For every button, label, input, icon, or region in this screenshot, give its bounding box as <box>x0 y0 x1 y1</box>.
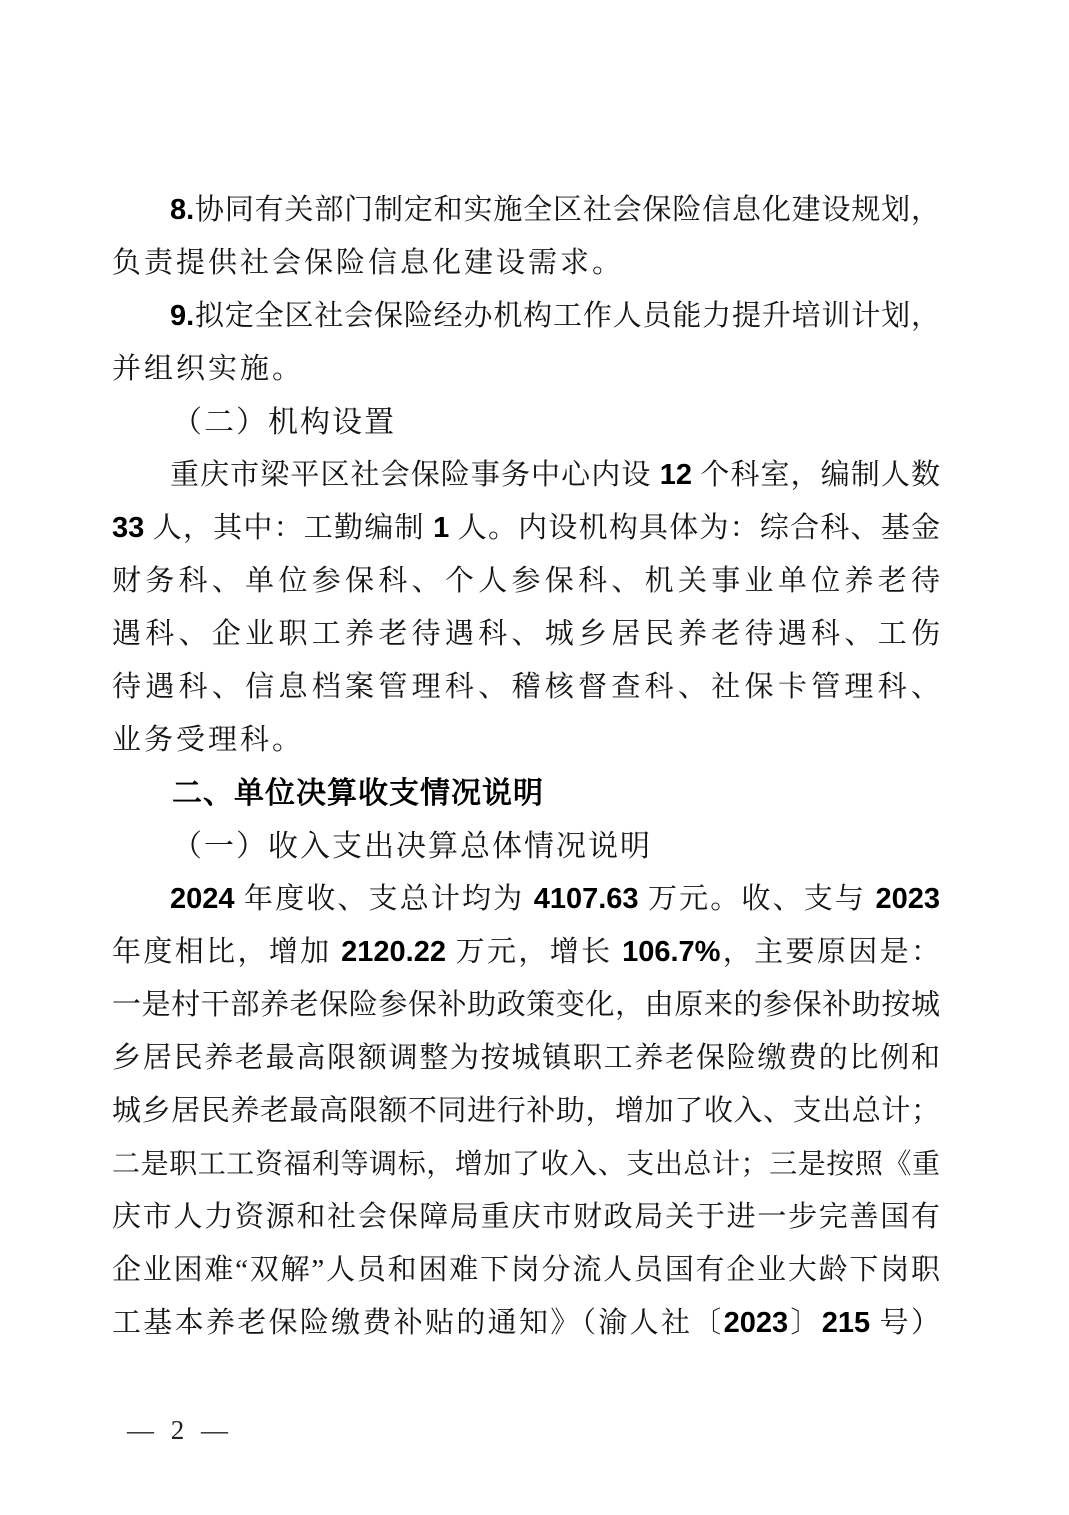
doc-line: 9.拟定全区社会保险经办机构工作人员能力提升培训计划， <box>170 300 940 332</box>
doc-line: 年度相比，增加 2120.22 万元，增长 106.7%，主要原因是： <box>112 936 940 968</box>
doc-line: 城乡居民养老最高限额不同进行补助，增加了收入、支出总计； <box>112 1095 940 1127</box>
doc-line: 一是村干部养老保险参保补助政策变化，由原来的参保补助按城 <box>112 989 940 1021</box>
document-body <box>112 184 940 1350</box>
subheading-org-setup: （二）机构设置 <box>172 406 396 439</box>
subheading-income-expense-overview: （一）收入支出决算总体情况说明 <box>172 830 652 863</box>
doc-line: 重庆市梁平区社会保险事务中心内设 12 个科室，编制人数 <box>170 459 940 491</box>
doc-line: 庆市人力资源和社会保障局重庆市财政局关于进一步完善国有 <box>112 1201 940 1233</box>
doc-line: 8.协同有关部门制定和实施全区社会保险信息化建设规划， <box>170 194 940 226</box>
doc-line: 负责提供社会保险信息化建设需求。 <box>112 247 625 279</box>
doc-line: 企业困难“双解”人员和困难下岗分流人员国有企业大龄下岗职 <box>112 1254 940 1286</box>
doc-line: 2024 年度收、支总计均为 4107.63 万元。收、支与 2023 <box>170 883 940 915</box>
page-number: — 2 — <box>127 1415 233 1445</box>
doc-line: 并组织实施。 <box>112 353 305 385</box>
doc-line: 工基本养老保险缴费补贴的通知》（渝人社〔2023〕215 号） <box>112 1307 940 1339</box>
heading-section-2: 二、单位决算收支情况说明 <box>172 777 544 810</box>
doc-line: 33 人，其中：工勤编制 1 人。内设机构具体为：综合科、基金 <box>112 512 940 544</box>
doc-line: 业务受理科。 <box>112 724 305 756</box>
doc-line: 二是职工工资福利等调标，增加了收入、支出总计；三是按照《重 <box>112 1149 940 1180</box>
doc-line: 遇科、企业职工养老待遇科、城乡居民养老待遇科、工伤 <box>112 618 940 650</box>
doc-line: 财务科、单位参保科、个人参保科、机关事业单位养老待 <box>112 565 940 597</box>
doc-line: 待遇科、信息档案管理科、稽核督查科、社保卡管理科、 <box>112 671 940 703</box>
doc-line: 乡居民养老最高限额调整为按城镇职工养老保险缴费的比例和 <box>112 1042 940 1074</box>
